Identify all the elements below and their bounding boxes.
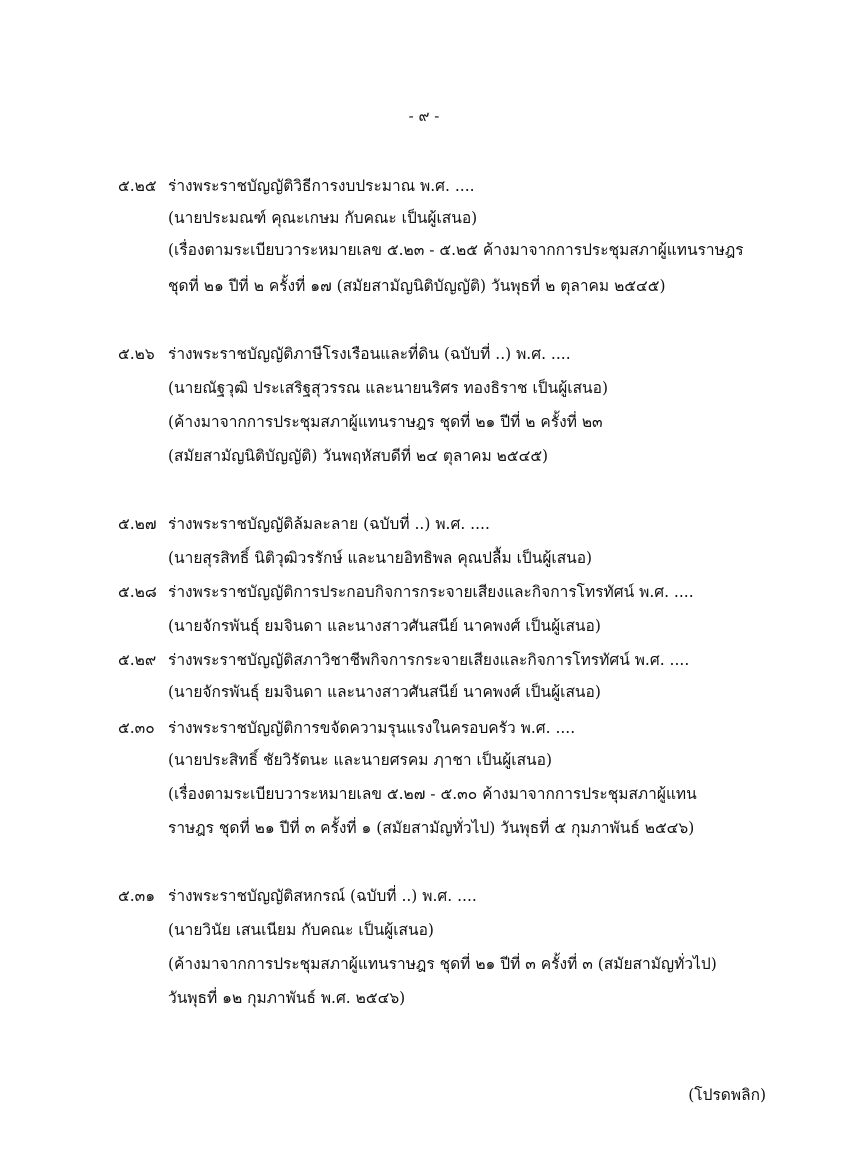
- item-note: วันพุธที่ ๑๒ กุมภาพันธ์ พ.ศ. ๒๕๔๖): [168, 989, 406, 1007]
- item-proposer: (นายสุรสิทธิ์ นิติวุฒิวรรักษ์ และนายอิทธิพล คุณปลื้ม เป็นผู้เสนอ): [168, 549, 593, 567]
- item-proposer: (นายจักรพันธุ์ ยมจินดา และนางสาวศันสนีย์ นาคพงศ์ เป็นผู้เสนอ): [168, 617, 601, 635]
- item-proposer: (นายประมณฑ์ คุณะเกษม กับคณะ เป็นผู้เสนอ): [168, 209, 478, 227]
- item-note: (เรื่องตามระเบียบวาระหมายเลข ๕.๒๗ - ๕.๓๐ ค้างมาจากการประชุมสภาผู้แทน: [168, 785, 697, 803]
- item-title: ร่างพระราชบัญญัติวิธีการงบประมาณ พ.ศ. ....: [168, 177, 475, 195]
- item-number: ๕.๒๕: [118, 177, 157, 195]
- item-proposer: (นายจักรพันธุ์ ยมจินดา และนางสาวศันสนีย์ นาคพงศ์ เป็นผู้เสนอ): [168, 683, 601, 701]
- item-note: ชุดที่ ๒๑ ปีที่ ๒ ครั้งที่ ๑๗ (สมัยสามัญนิติบัญญัติ) วันพุธที่ ๒ ตุลาคม ๒๕๔๕): [168, 277, 666, 295]
- item-title: ร่างพระราชบัญญัติสหกรณ์ (ฉบับที่ ..) พ.ศ. ....: [168, 887, 477, 905]
- page-number: - ๙ -: [408, 107, 440, 125]
- item-note: (ค้างมาจากการประชุมสภาผู้แทนราษฎร ชุดที่ ๒๑ ปีที่ ๓ ครั้งที่ ๓ (สมัยสามัญทั่วไป): [168, 955, 717, 973]
- item-number: ๕.๒๖: [118, 345, 155, 363]
- please-turn-over: (โปรดพลิก): [688, 1086, 766, 1104]
- item-note: (สมัยสามัญนิติบัญญัติ) วันพฤหัสบดีที่ ๒๔ ตุลาคม ๒๕๔๕): [168, 447, 549, 465]
- item-title: ร่างพระราชบัญญัติภาษีโรงเรือนและที่ดิน (ฉบับที่ ..) พ.ศ. ....: [168, 345, 571, 363]
- item-proposer: (นายประสิทธิ์ ชัยวิรัตนะ และนายศรคม ฦาชา เป็นผู้เสนอ): [168, 751, 552, 769]
- item-number: ๕.๒๗: [118, 515, 157, 533]
- item-title: ร่างพระราชบัญญัติสภาวิชาชีพกิจการกระจายเสียงและกิจการโทรทัศน์ พ.ศ. ....: [168, 651, 690, 669]
- item-number: ๕.๒๙: [118, 651, 157, 669]
- item-proposer: (นายณัฐวุฒิ ประเสริฐสุวรรณ และนายนริศร ทองธิราช เป็นผู้เสนอ): [168, 379, 609, 397]
- item-title: ร่างพระราชบัญญัติการประกอบกิจการกระจายเสียงและกิจการโทรทัศน์ พ.ศ. ....: [168, 583, 694, 601]
- item-number: ๕.๓๑: [118, 887, 156, 905]
- item-note: (ค้างมาจากการประชุมสภาผู้แทนราษฎร ชุดที่ ๒๑ ปีที่ ๒ ครั้งที่ ๒๓: [168, 413, 603, 431]
- item-title: ร่างพระราชบัญญัติล้มละลาย (ฉบับที่ ..) พ.ศ. ....: [168, 515, 490, 533]
- item-note: ราษฎร ชุดที่ ๒๑ ปีที่ ๓ ครั้งที่ ๑ (สมัยสามัญทั่วไป) วันพุธที่ ๕ กุมภาพันธ์ ๒๕๔๖): [168, 819, 695, 837]
- item-title: ร่างพระราชบัญญัติการขจัดความรุนแรงในครอบครัว พ.ศ. ....: [168, 719, 576, 737]
- item-note: (เรื่องตามระเบียบวาระหมายเลข ๕.๒๓ - ๕.๒๕ ค้างมาจากการประชุมสภาผู้แทนราษฎร: [168, 241, 744, 259]
- item-number: ๕.๒๘: [118, 583, 157, 601]
- item-proposer: (นายวินัย เสนเนียม กับคณะ เป็นผู้เสนอ): [168, 921, 434, 939]
- item-number: ๕.๓๐: [118, 719, 155, 737]
